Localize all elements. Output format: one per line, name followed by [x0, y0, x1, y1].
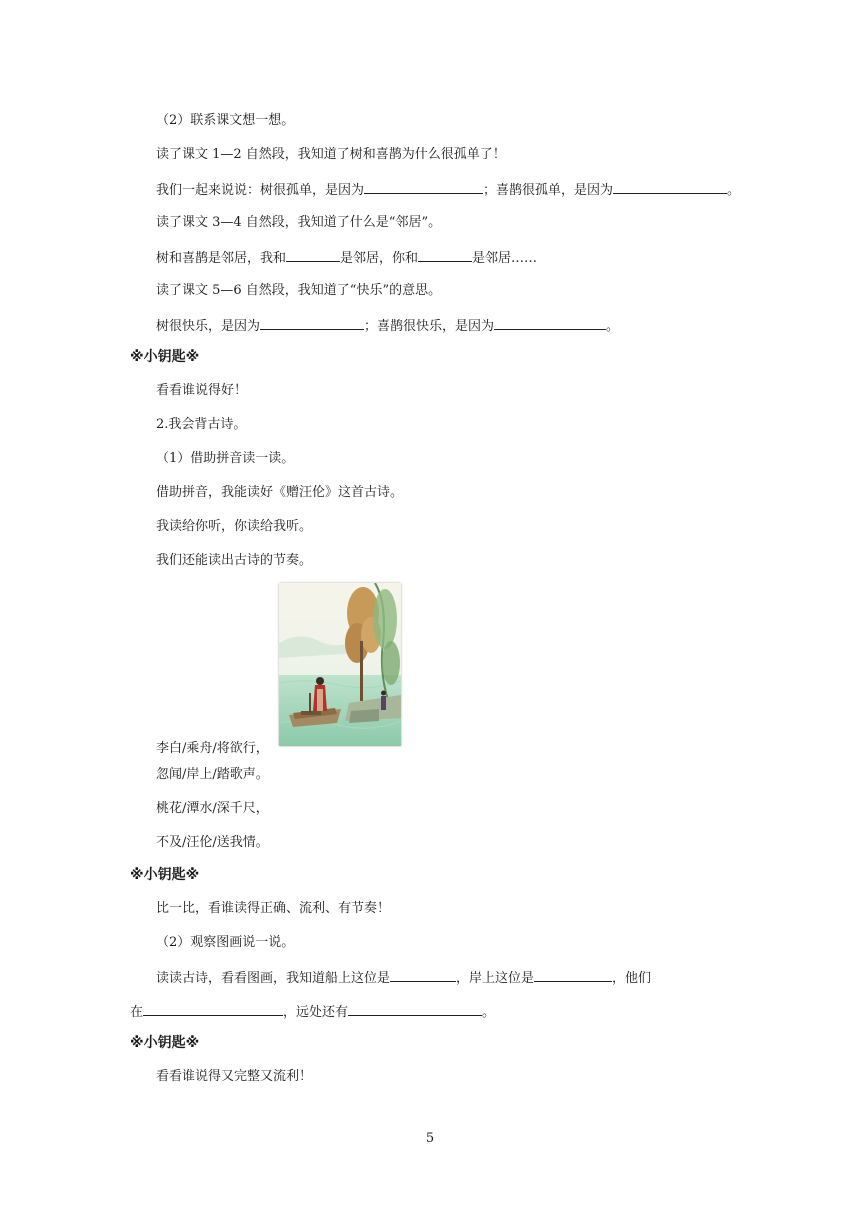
- text-segment: ，远处还有: [283, 1005, 349, 1020]
- text-segment: 树很快乐，是因为: [156, 319, 261, 334]
- poem-line-2: 忽闻/岸上/踏歌声。: [156, 767, 269, 782]
- text-segment: 。: [482, 1005, 496, 1020]
- text-segment: 读读古诗，看看图画，我知道船上这位是: [156, 971, 391, 986]
- text-segment: 。: [606, 319, 620, 334]
- key-heading: ※小钥匙※: [130, 349, 200, 365]
- fill-in-happy: [156, 316, 619, 336]
- page-number: 5: [425, 1131, 435, 1146]
- key-heading: ※小钥匙※: [130, 867, 200, 883]
- question-2-title: （2）联系课文想一想。: [156, 113, 295, 128]
- text-segment: 在: [130, 1005, 144, 1020]
- text-segment: 我们一起来说说：树很孤单，是因为: [156, 183, 365, 198]
- text-segment: 是邻居，你和: [340, 251, 419, 266]
- key-tip: 比一比，看谁读得正确、流利、有节奏！: [156, 901, 391, 916]
- answer-blank[interactable]: [613, 180, 727, 194]
- paragraph-rhythm: 我们还能读出古诗的节奏。: [156, 553, 313, 568]
- answer-blank[interactable]: [364, 180, 483, 194]
- paragraph-happy: 读了课文 5—6 自然段，我知道了“快乐”的意思。: [156, 283, 442, 298]
- answer-blank[interactable]: [494, 316, 606, 330]
- text-segment: ，岸上这位是: [456, 971, 535, 986]
- text-segment: 。: [727, 183, 741, 198]
- answer-blank[interactable]: [286, 248, 340, 262]
- paragraph-lonely-reason: 读了课文 1—2 自然段，我知道了树和喜鹊为什么很孤单了！: [156, 147, 506, 162]
- answer-blank[interactable]: [348, 1002, 482, 1016]
- paragraph-neighbors: 读了课文 3—4 自然段，我知道了什么是“邻居”。: [156, 215, 442, 230]
- key-heading: ※小钥匙※: [130, 1035, 200, 1051]
- text-segment: ，他们: [612, 971, 652, 986]
- text-segment: ；喜鹊很孤单，是因为: [483, 183, 614, 198]
- fill-in-neighbors: [156, 248, 537, 268]
- text-segment: 树和喜鹊是邻居，我和: [156, 251, 287, 266]
- poem-line-1: 李白/乘舟/将欲行，: [156, 741, 269, 756]
- poem-line-3: 桃花/潭水/深千尺，: [156, 801, 269, 816]
- fill-in-observe-line-2: [130, 1002, 495, 1022]
- answer-blank[interactable]: [143, 1002, 283, 1016]
- paragraph-read-together: 我读给你听，你读给我听。: [156, 519, 313, 534]
- poem-illustration: [279, 583, 401, 746]
- question-1-title: （1）借助拼音读一读。: [156, 451, 295, 466]
- question-2-observe-title: （2）观察图画说一说。: [156, 935, 295, 950]
- key-tip: 看看谁说得好！: [156, 383, 248, 398]
- key-tip: 看看谁说得又完整又流利！: [156, 1069, 313, 1084]
- text-segment: ；喜鹊很快乐，是因为: [364, 319, 495, 334]
- section-2-title: 2.我会背古诗。: [156, 417, 247, 432]
- painting-li-bai-boat: [279, 583, 401, 746]
- answer-blank[interactable]: [534, 968, 612, 982]
- answer-blank[interactable]: [390, 968, 456, 982]
- poem-line-4: 不及/汪伦/送我情。: [156, 835, 269, 850]
- answer-blank[interactable]: [260, 316, 364, 330]
- fill-in-observe-line-1: [156, 968, 651, 988]
- paragraph-pinyin: 借助拼音，我能读好《赠汪伦》这首古诗。: [156, 485, 404, 500]
- answer-blank[interactable]: [418, 248, 472, 262]
- text-segment: 是邻居……: [472, 251, 538, 266]
- fill-in-lonely: [156, 180, 740, 200]
